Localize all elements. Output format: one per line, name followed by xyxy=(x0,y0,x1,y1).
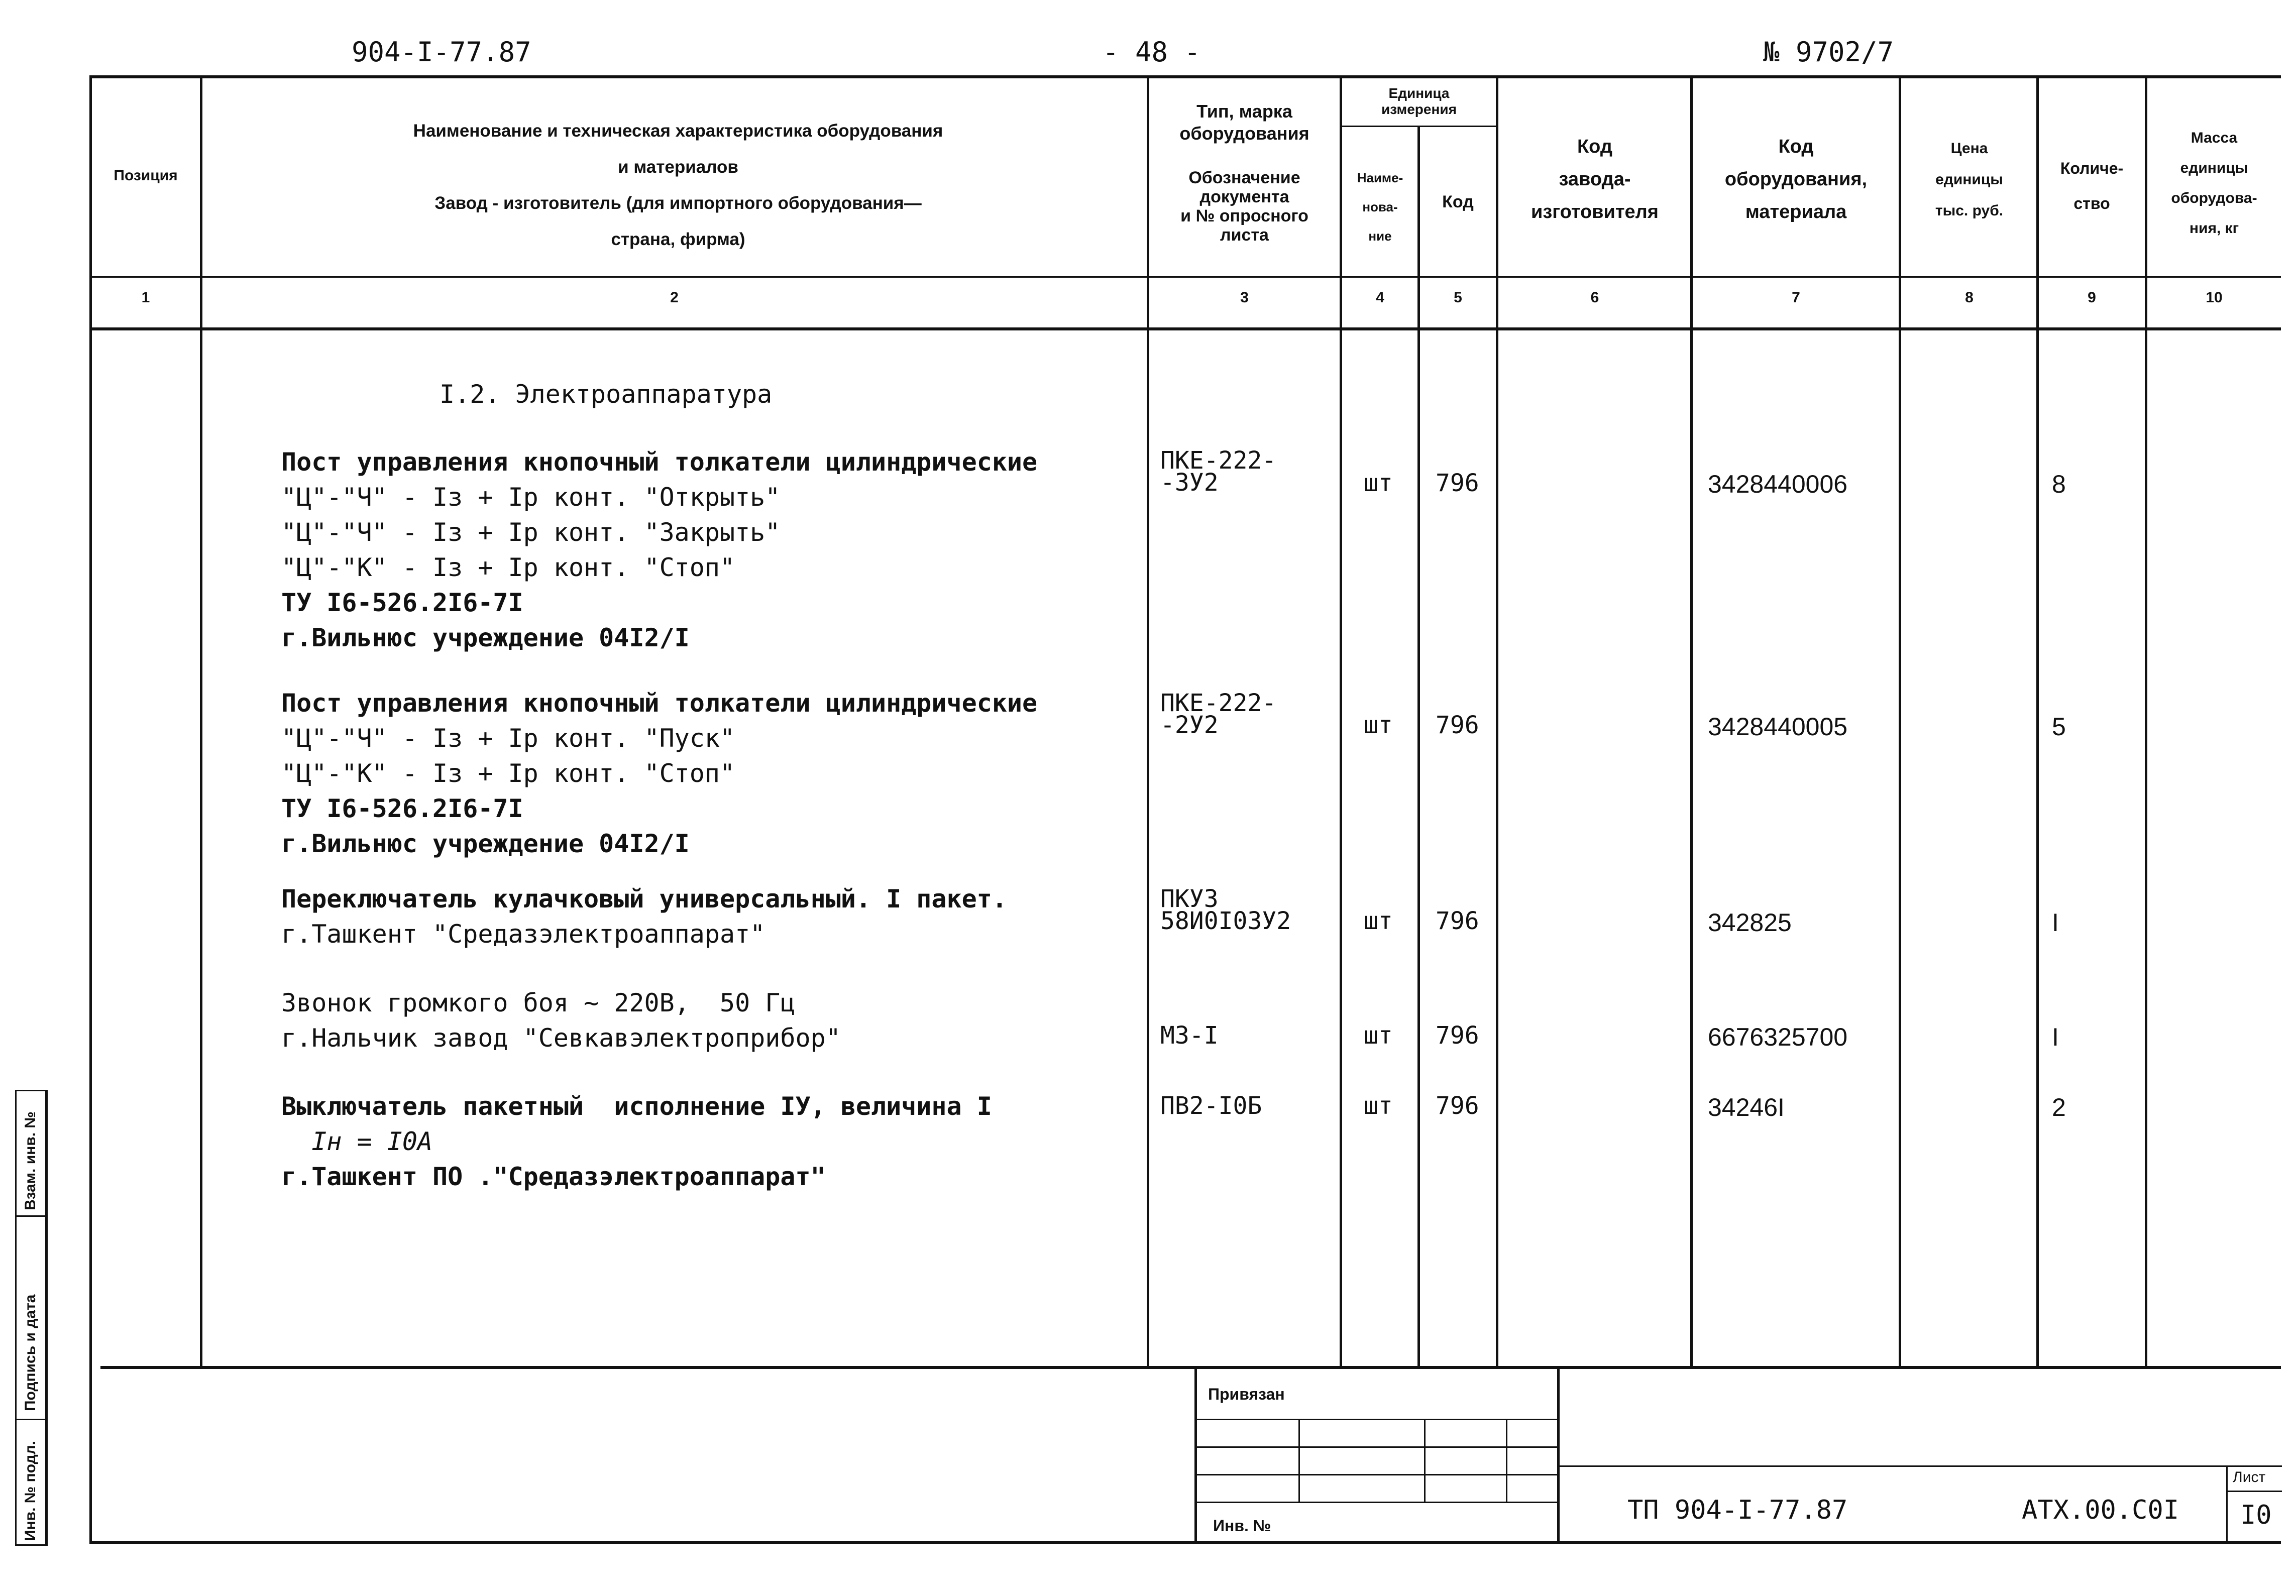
item-5-quantity: 2 xyxy=(2052,1093,2066,1121)
col-number-4: 4 xyxy=(1376,289,1384,306)
item-1-line-2: "Ц"-"Ч" - Iз + Iр конт. "Открыть" xyxy=(281,483,781,512)
header-price: Цена единицы тыс. руб. xyxy=(1935,140,2004,219)
col-line-7 xyxy=(1899,75,1901,1367)
order-number: № 9702/7 xyxy=(1763,36,1894,68)
item-4-line-1: Звонок громкого боя ~ 220В, 50 Гц xyxy=(281,988,796,1017)
stamp-sheet-code: АТХ.00.С0I xyxy=(2022,1495,2179,1525)
stamp-inner-v-1 xyxy=(1298,1419,1300,1502)
item-1-line-3: "Ц"-"Ч" - Iз + Iр конт. "Закрыть" xyxy=(281,518,781,547)
col-number-2: 2 xyxy=(670,289,679,306)
stamp-row-line-4 xyxy=(1195,1502,1557,1503)
stamp-mid-col-line xyxy=(1557,1366,1560,1542)
col-number-3: 3 xyxy=(1240,289,1249,306)
stamp-sheet-box-divider xyxy=(2226,1491,2282,1492)
item-4-unit: шт xyxy=(1364,1021,1393,1050)
side-divider-2 xyxy=(15,1419,46,1420)
col-line-4 xyxy=(1417,126,1420,1367)
header-unit-name: Наиме- нова- ние xyxy=(1357,170,1403,244)
item-3-unit: шт xyxy=(1364,907,1393,935)
frame-top-line xyxy=(89,75,2281,78)
item-2-type-2: -2У2 xyxy=(1160,711,1219,739)
col-line-1 xyxy=(200,75,202,1367)
unit-group-line xyxy=(1340,126,1496,127)
item-3-quantity: I xyxy=(2052,908,2059,937)
col-line-9 xyxy=(2145,75,2147,1367)
item-1-unit: шт xyxy=(1364,469,1393,497)
col-number-5: 5 xyxy=(1454,289,1462,306)
item-1-type-1: ПКЕ-222- xyxy=(1160,446,1277,475)
header-name: Наименование и техническая характеристика оборудования и материалов Завод - изготовитель (для импортного оборудования— страна, фирма) xyxy=(413,121,943,249)
page-number: - 48 - xyxy=(1103,36,1201,68)
header-mass: Масса единицы оборудова- ния, кг xyxy=(2171,130,2257,237)
item-4-unit-code: 796 xyxy=(1436,1021,1479,1050)
item-3-line-2: г.Ташкент "Средазэлектроаппарат" xyxy=(281,920,766,949)
item-5-material-code: 34246I xyxy=(1708,1093,1785,1121)
item-5-line-3: г.Ташкент ПО ."Средазэлектроаппарат" xyxy=(281,1162,826,1191)
side-margin-top xyxy=(15,1090,46,1091)
item-5-type-1: ПВ2-I0Б xyxy=(1160,1092,1262,1120)
item-5-unit: шт xyxy=(1364,1092,1393,1120)
side-label-inv-orig: Инв. № подл. xyxy=(22,1440,39,1541)
item-2-line-2: "Ц"-"Ч" - Iз + Iр конт. "Пуск" xyxy=(281,724,735,753)
section-title: I.2. Электроаппаратура xyxy=(440,380,773,409)
side-label-sign-date: Подпись и дата xyxy=(22,1294,39,1411)
item-2-line-5: г.Вильнюс учреждение 04I2/I xyxy=(281,829,690,858)
item-1-line-4: "Ц"-"К" - Iз + Iр конт. "Стоп" xyxy=(281,553,735,582)
item-3-material-code: 342825 xyxy=(1708,908,1792,937)
header-unit-code: Код xyxy=(1442,192,1474,211)
side-margin-bottom xyxy=(15,1544,46,1546)
side-margin-line xyxy=(45,1090,48,1546)
stamp-row-line-3 xyxy=(1195,1474,1557,1475)
col-line-6 xyxy=(1690,75,1693,1367)
stamp-sheet-number: I0 xyxy=(2240,1500,2272,1530)
header-plant-code: Код завода- изготовителя xyxy=(1531,136,1659,222)
col-number-1: 1 xyxy=(141,289,150,306)
stamp-sheet-label: Лист xyxy=(2233,1469,2266,1486)
item-2-line-3: "Ц"-"К" - Iз + Iр конт. "Стоп" xyxy=(281,759,735,788)
item-4-material-code: 6676325700 xyxy=(1708,1023,1848,1051)
item-1-unit-code: 796 xyxy=(1436,469,1479,497)
item-1-type-2: -3У2 xyxy=(1160,469,1219,497)
item-2-quantity: 5 xyxy=(2052,713,2066,741)
item-4-line-2: г.Нальчик завод "Севкавэлектроприбор" xyxy=(281,1023,841,1053)
header-type: Тип, марка оборудования xyxy=(1179,101,1309,144)
col-number-8: 8 xyxy=(1965,289,1974,306)
stamp-inv-number-label: Инв. № xyxy=(1213,1517,1271,1535)
item-1-line-5: ТУ I6-526.2I6-7I xyxy=(281,588,523,617)
stamp-title-line xyxy=(1559,1465,2282,1467)
stamp-document-code: ТП 904-I-77.87 xyxy=(1627,1495,1848,1525)
stamp-row-line-2 xyxy=(1195,1446,1557,1448)
header-doc-designation: Обозначение документа и № опросного листа xyxy=(1180,168,1308,245)
col-number-10: 10 xyxy=(2206,289,2223,306)
stamp-top-line xyxy=(100,1366,2281,1369)
col-number-7: 7 xyxy=(1792,289,1800,306)
header-bottom-line xyxy=(89,327,2281,330)
stamp-inner-v-3 xyxy=(1506,1419,1507,1502)
col-line-2 xyxy=(1147,75,1149,1367)
frame-bottom-line xyxy=(89,1541,2281,1544)
header-unit-group: Единица измерения xyxy=(1381,85,1457,117)
stamp-sheet-box-line xyxy=(2226,1465,2228,1541)
item-1-line-6: г.Вильнюс учреждение 04I2/I xyxy=(281,623,690,652)
item-3-line-1: Переключатель кулачковый универсальный. I пакет. xyxy=(281,884,1007,914)
item-3-type-1: ПКУ3 xyxy=(1160,885,1219,913)
stamp-attached-label: Привязан xyxy=(1208,1385,1285,1403)
item-2-unit-code: 796 xyxy=(1436,711,1479,739)
header-material-code: Код оборудования, материала xyxy=(1724,136,1868,222)
item-3-type-2: 58И0I03У2 xyxy=(1160,907,1291,935)
item-4-type-1: МЗ-I xyxy=(1160,1021,1219,1050)
item-2-line-4: ТУ I6-526.2I6-7I xyxy=(281,794,523,823)
header-divider xyxy=(89,276,2281,278)
item-1-quantity: 8 xyxy=(2052,470,2066,498)
stamp-row-line-1 xyxy=(1195,1419,1557,1420)
stamp-inner-v-2 xyxy=(1424,1419,1426,1502)
side-divider-1 xyxy=(15,1215,46,1217)
side-label-replaced-inv: Взам. инв. № xyxy=(22,1111,39,1210)
col-number-6: 6 xyxy=(1590,289,1599,306)
side-margin-left xyxy=(15,1090,17,1546)
col-number-9: 9 xyxy=(2088,289,2096,306)
col-line-8 xyxy=(2036,75,2039,1367)
item-5-unit-code: 796 xyxy=(1436,1092,1479,1120)
item-5-line-1: Выключатель пакетный исполнение IУ, величина I xyxy=(281,1092,992,1121)
item-1-material-code: 3428440006 xyxy=(1708,470,1848,498)
item-2-unit: шт xyxy=(1364,711,1393,739)
item-2-line-1: Пост управления кнопочный толкатели цилиндрические xyxy=(281,689,1038,718)
item-4-quantity: I xyxy=(2052,1023,2059,1051)
document-number: 904-I-77.87 xyxy=(352,36,531,68)
col-line-5 xyxy=(1496,75,1498,1367)
col-line-3 xyxy=(1340,75,1342,1367)
header-quantity: Количе- ство xyxy=(2060,159,2124,212)
item-5-line-2: Iн = I0А xyxy=(281,1127,433,1156)
header-position: Позиция xyxy=(114,167,178,184)
item-2-material-code: 3428440005 xyxy=(1708,713,1848,741)
item-1-line-1: Пост управления кнопочный толкатели цилиндрические xyxy=(281,447,1038,477)
item-3-unit-code: 796 xyxy=(1436,907,1479,935)
stamp-left-col-line xyxy=(1194,1366,1197,1542)
item-2-type-1: ПКЕ-222- xyxy=(1160,689,1277,717)
